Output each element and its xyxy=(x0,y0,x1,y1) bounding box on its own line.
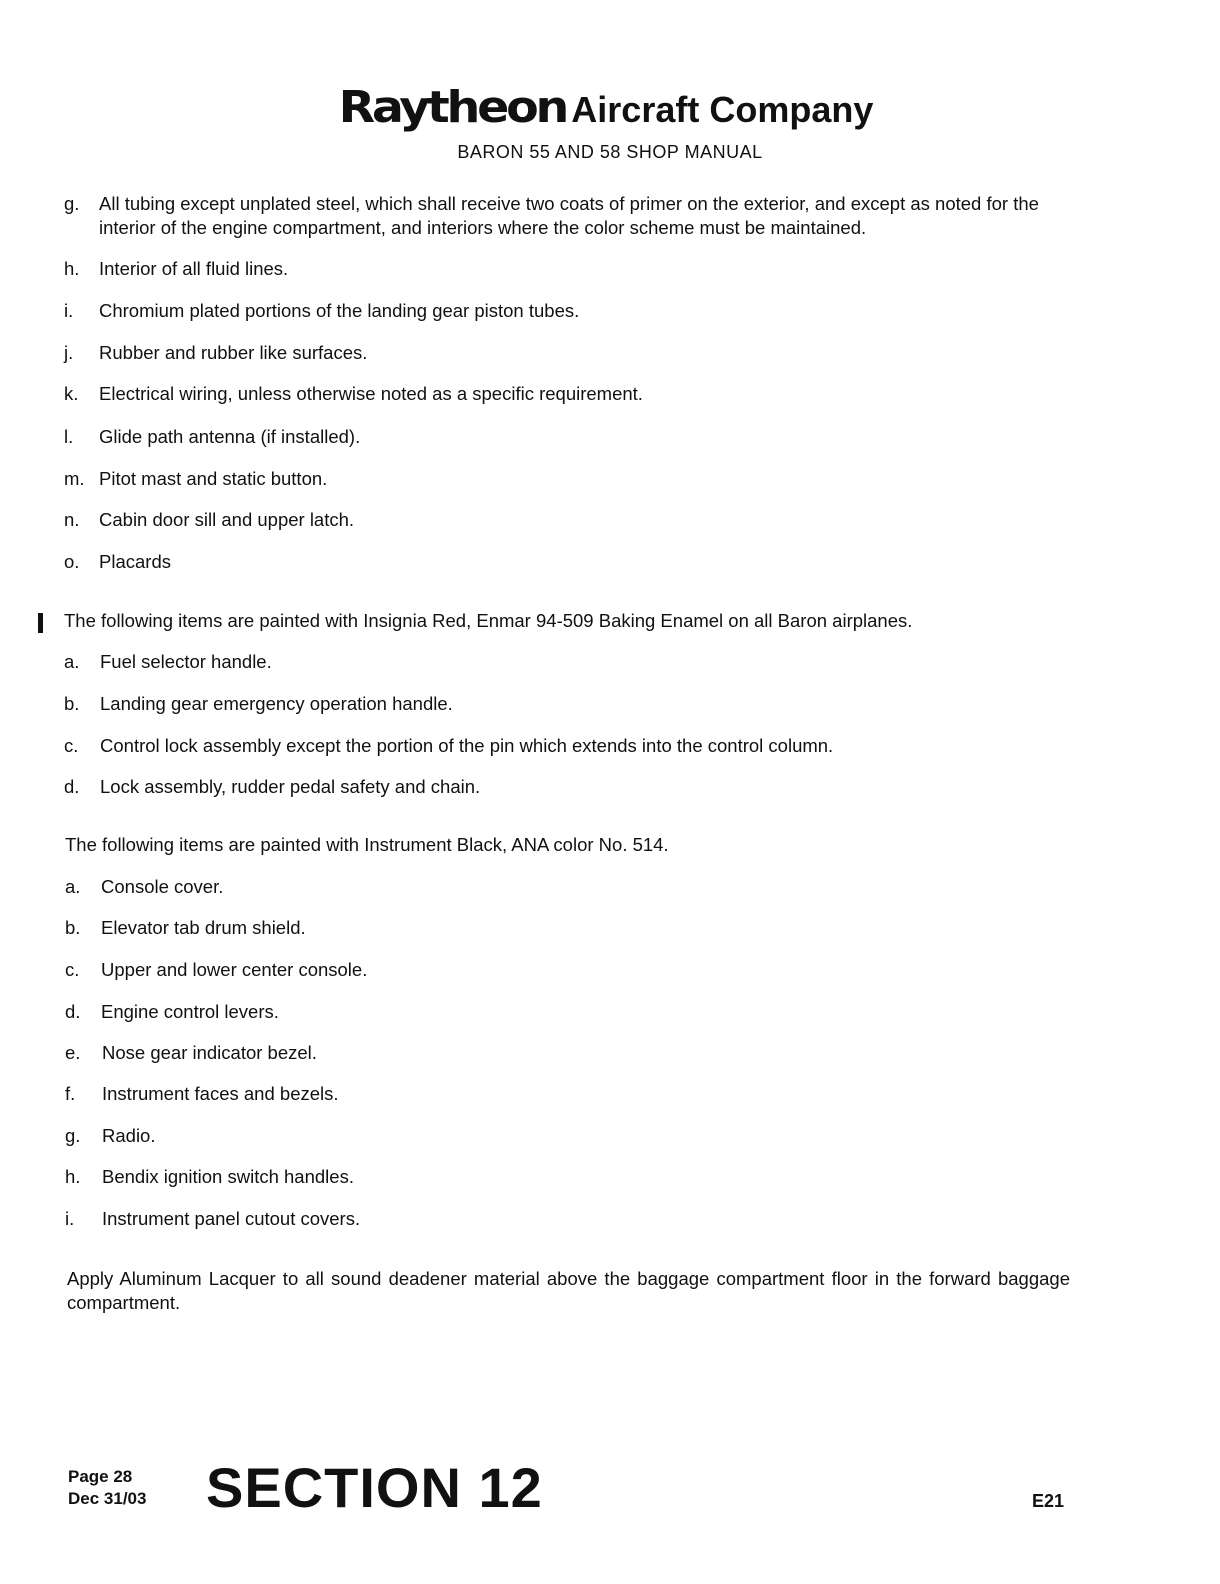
list-item-text: Nose gear indicator bezel. xyxy=(102,1042,317,1063)
list-item-text: Glide path antenna (if installed). xyxy=(99,426,361,447)
paragraph-insignia-red: The following items are painted with Insignia Red, Enmar 94-509 Baking Enamel on all Baron airplanes. xyxy=(64,610,913,631)
list-item-text: Control lock assembly except the portion of the pin which extends into the control column. xyxy=(100,735,834,756)
list-item-label: i. xyxy=(65,1208,75,1229)
list-item-text: Interior of all fluid lines. xyxy=(99,258,289,279)
company-name: Aircraft Company xyxy=(571,89,874,130)
list-item-label: h. xyxy=(65,1166,81,1187)
list-item-text: Instrument panel cutout covers. xyxy=(102,1208,361,1229)
list-item-text: Chromium plated portions of the landing gear piston tubes. xyxy=(99,300,580,321)
list-item-label: g. xyxy=(65,1125,81,1146)
footer-page-info xyxy=(68,1466,146,1510)
list-item-label: l. xyxy=(64,426,74,447)
list-item-label: c. xyxy=(64,735,79,756)
list-item-label: o. xyxy=(64,551,80,572)
list-item-label: j. xyxy=(64,342,74,363)
list-item-text: Lock assembly, rudder pedal safety and chain. xyxy=(100,776,481,797)
list-item-text: Instrument faces and bezels. xyxy=(102,1083,339,1104)
list-item-label: k. xyxy=(64,383,79,404)
list-item-label: f. xyxy=(65,1083,76,1104)
list-item-label: b. xyxy=(65,917,81,938)
list-item-label: n. xyxy=(64,509,80,530)
list-item-text: Radio. xyxy=(102,1125,156,1146)
list-item-label: a. xyxy=(65,876,81,897)
list-item-label: b. xyxy=(64,693,80,714)
list-item-label: m. xyxy=(64,468,85,489)
revision-change-bar xyxy=(38,613,43,633)
list-item-text: Bendix ignition switch handles. xyxy=(102,1166,354,1187)
list-item-label: e. xyxy=(65,1042,81,1063)
list-item-text: Cabin door sill and upper latch. xyxy=(99,509,355,530)
list-item-label: d. xyxy=(64,776,80,797)
list-item-label: h. xyxy=(64,258,80,279)
list-item-text: Console cover. xyxy=(101,876,224,897)
section-title: SECTION 12 xyxy=(206,1456,543,1519)
company-logo xyxy=(0,84,1220,134)
brand-name: Raytheon xyxy=(338,82,566,133)
manual-title: BARON 55 AND 58 SHOP MANUAL xyxy=(457,142,763,162)
list-item-label: d. xyxy=(65,1001,81,1022)
list-item-text: Landing gear emergency operation handle. xyxy=(100,693,453,714)
page-header xyxy=(0,84,1220,163)
list-item-text: Upper and lower center console. xyxy=(101,959,368,980)
revision-date: Dec 31/03 xyxy=(68,1489,147,1508)
list-item-text: Electrical wiring, unless otherwise noted as a specific requirement. xyxy=(99,383,643,404)
list-item xyxy=(64,192,1074,240)
list-item-text: Placards xyxy=(99,551,171,572)
list-item-text: Rubber and rubber like surfaces. xyxy=(99,342,368,363)
list-item-text: Engine control levers. xyxy=(101,1001,279,1022)
list-item-text: Pitot mast and static button. xyxy=(99,468,328,489)
list-item-text: Elevator tab drum shield. xyxy=(101,917,306,938)
page-number: Page 28 xyxy=(68,1467,133,1486)
list-item-label: i. xyxy=(64,300,74,321)
paragraph-aluminum-lacquer: Apply Aluminum Lacquer to all sound deadener material above the baggage compartment floor in the forward baggage compartment. xyxy=(67,1268,1070,1313)
list-item-label: a. xyxy=(64,651,80,672)
list-item-label: g. xyxy=(64,193,80,214)
microfiche-code: E21 xyxy=(1032,1491,1065,1511)
list-item-text: All tubing except unplated steel, which shall receive two coats of primer on the exterior, and except as noted for the interior of the engine compartment, and interiors where the color scheme must be maintained. xyxy=(99,193,1039,238)
list-item-label: c. xyxy=(65,959,80,980)
list-item-text: Fuel selector handle. xyxy=(100,651,272,672)
paragraph-instrument-black: The following items are painted with Instrument Black, ANA color No. 514. xyxy=(65,834,669,855)
